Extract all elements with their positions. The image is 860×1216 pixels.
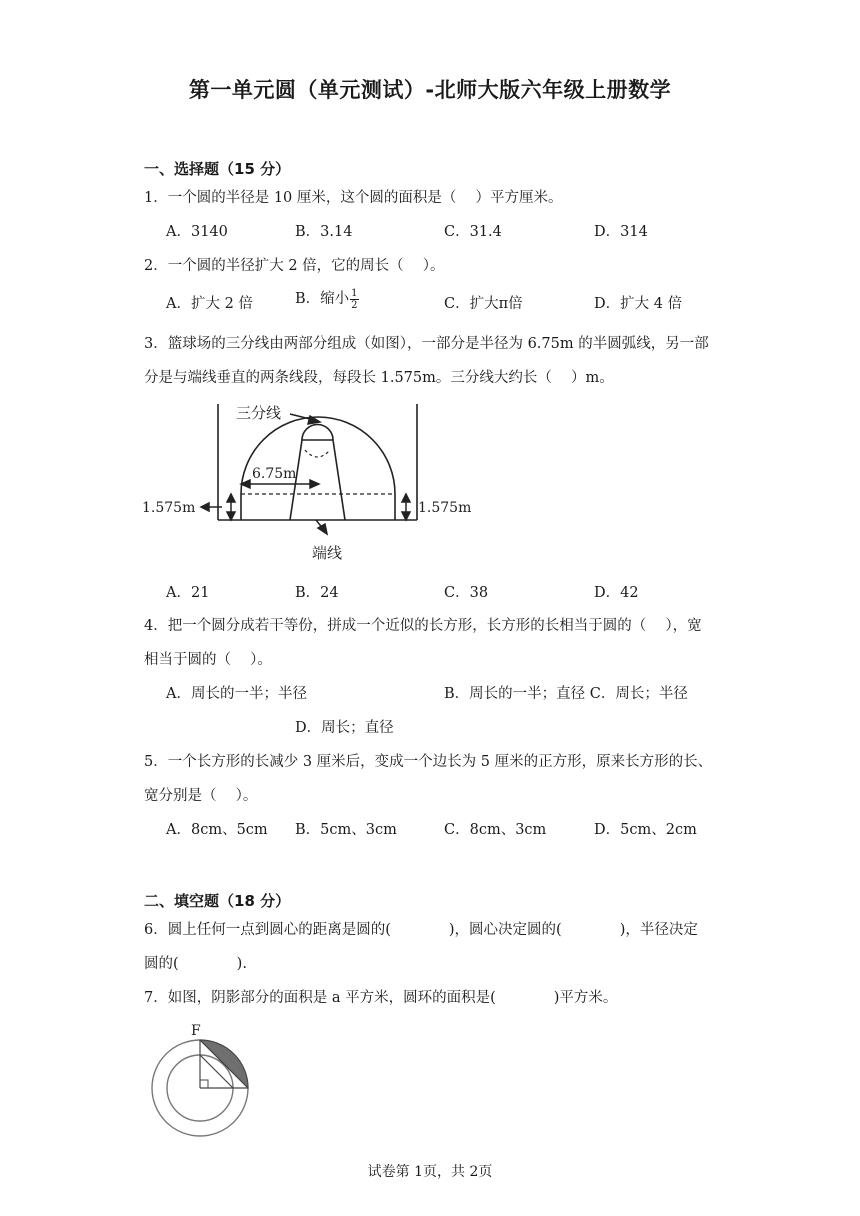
free-throw-lane [290,440,345,520]
question-2: 2．一个圆的半径扩大 2 倍，它的周长（ ）。 [144,258,445,274]
question-5-line-1: 5．一个长方形的长减少 3 厘米后，变成一个边长为 5 厘米的正方形，原来长方形的长、 [144,754,713,770]
section-heading-choice: 一、选择题（15 分） [144,160,291,178]
q2-option-a[interactable]: A．扩大 2 倍 [166,296,253,312]
q1-option-d[interactable]: D．314 [594,224,648,240]
basketball-court-figure [140,398,480,566]
question-4-line-1: 4．把一个圆分成若干等份，拼成一个近似的长方形，长方形的长相当于圆的（ ），宽 [144,618,702,634]
fraction-numerator: 1 [351,287,358,299]
fraction-denominator: 2 [351,299,358,311]
right-angle-mark [200,1080,208,1088]
fraction [350,288,358,311]
question-3-line-2: 分是与端线垂直的两条线段，每段长 1.575m。三分线大约长（ ）m。 [144,370,614,386]
free-throw-circle-dashed [305,450,330,457]
question-1: 1．一个圆的半径是 10 厘米，这个圆的面积是（ ）平方厘米。 [144,190,563,206]
q2-option-b-prefix: B．缩小 [295,291,350,307]
radius-arrow-right-head [310,480,319,488]
q3-option-d[interactable]: D．42 [594,585,639,601]
question-7: 7．如图，阴影部分的面积是 a 平方米，圆环的面积是( )平方米。 [144,990,618,1006]
q5-option-d[interactable]: D．5cm、2cm [594,822,697,838]
q1-option-a[interactable]: A．3140 [166,224,228,240]
q1-option-c[interactable]: C．31.4 [444,224,502,240]
section-heading-fill-in: 二、填空题（18 分） [144,892,291,910]
label-left-length: 1.575m [142,500,196,516]
page-footer: 试卷第 1页，共 2页 [367,1164,493,1180]
annulus-figure [144,1020,254,1142]
q4-option-d[interactable]: D．周长；直径 [295,720,394,736]
q3-option-a[interactable]: A．21 [166,585,210,601]
label-three-point-line: 三分线 [236,404,282,422]
q3-option-c[interactable]: C．38 [444,585,489,601]
q5-option-b[interactable]: B．5cm、3cm [295,822,397,838]
label-baseline: 端线 [312,544,343,562]
label-radius: 6.75m [252,466,297,482]
q4-option-a[interactable]: A．周长的一半；半径 [166,686,307,702]
q2-option-d[interactable]: D．扩大 4 倍 [594,296,683,312]
question-4-line-2: 相当于圆的（ ）。 [144,652,272,668]
label-f: F [191,1023,201,1039]
q1-option-b[interactable]: B．3.14 [295,224,353,240]
page-title: 第一单元圆（单元测试）-北师大版六年级上册数学 [188,78,672,102]
q2-option-c[interactable]: C．扩大π倍 [444,296,523,312]
free-throw-circle-top [302,425,333,441]
q4-option-b-c[interactable]: B．周长的一半；直径 C．周长；半径 [444,686,688,702]
question-5-line-2: 宽分别是（ ）。 [144,788,258,804]
q5-option-a[interactable]: A．8cm、5cm [166,822,268,838]
question-6-line-2: 圆的( ). [144,956,247,972]
q3-option-b[interactable]: B．24 [295,585,339,601]
q2-option-b[interactable] [295,287,359,311]
three-point-arc [241,417,395,494]
label-right-length: 1.575m [418,500,472,516]
q5-option-c[interactable]: C．8cm、3cm [444,822,547,838]
question-3-line-1: 3．篮球场的三分线由两部分组成（如图），一部分是半径为 6.75m 的半圆弧线，另一部 [144,336,709,352]
question-6-line-1: 6．圆上任何一点到圆心的距离是圆的( )，圆心决定圆的( )，半径决定 [144,922,698,938]
